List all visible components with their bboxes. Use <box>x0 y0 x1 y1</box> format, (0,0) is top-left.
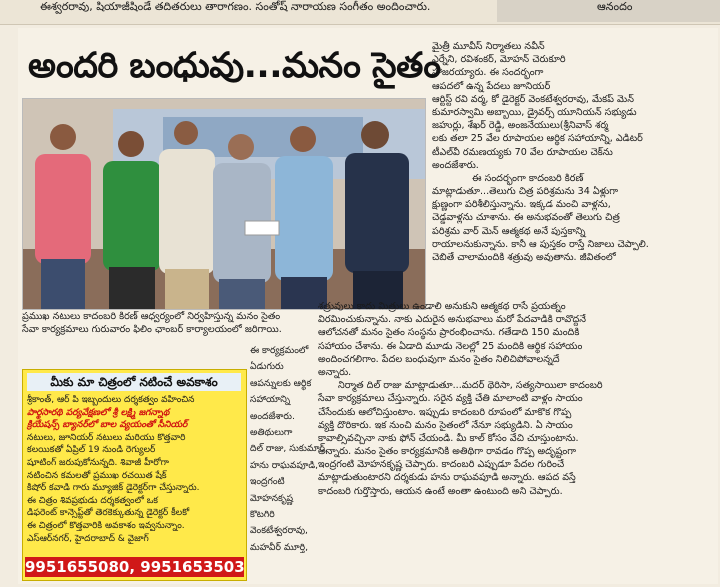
text-line: సహాయాన్ని <box>250 394 291 406</box>
text-line: విరమించుకున్నాను. నాకు ఎదురైన అనుభవాలు మరో పేదవాడికి రావొద్దనే <box>318 314 586 326</box>
ad-line: నటులు, జూనియర్ నటులు మరియు కొత్తవారి <box>27 432 186 443</box>
ad-line: కలయికతో ఏప్రిల్ 19 నుండి రెగ్యులర్ <box>27 445 156 456</box>
ad-line: డిఫరెంట్ కాన్సెప్ట్‌తో తెరకెక్కుతున్న డైరెక్టర్ కీలకో <box>27 508 190 519</box>
text-line: అన్నారు. <box>318 366 352 378</box>
text-line: ఇంద్రగంటి మోహనకృష్ణ చెప్పారు. కాదంబరి ఎప్పుడూ పేదల గురించే <box>318 459 565 471</box>
ad-phone-numbers: 9951655080, 9951653503 <box>25 558 245 576</box>
article-column-right <box>432 40 714 264</box>
article-headline: అందరి బంధువు...మనం సైతం <box>28 46 441 86</box>
text-line: మైత్రీ మూవీస్ నిర్మాతలు నవీన్ <box>432 41 545 52</box>
ad-line: ఈ చిత్రం శివప్రభుడు దర్శకత్వంలో ఒక <box>27 495 159 506</box>
text-line: చెడ్డవాళ్లను చూశాను. ఈ అనుభవంతో తెలుగు చిత్ర <box>432 212 620 224</box>
article-column-wide <box>318 300 714 498</box>
caption-line: ప్రముఖ నటులు కాదంబరి కిరణ్ ఆధ్వర్యంలో నిర్వహిస్తున్న మనం సైతం <box>22 311 281 322</box>
ad-line-highlight: పార్థసారథి పర్యవేక్షణలో శ్రీ లక్ష్మి జగన్నాథ <box>27 407 170 418</box>
text-line: అన్నారు. మనం సైతం కార్యక్రమానికి అతిథిగా రావడం గొప్ప అదృష్టంగా <box>318 446 577 458</box>
text-line: క్షుణ్ణంగా పరిశీలిస్తున్నాను. ఇక్కడ మంచి వాళ్లను, <box>432 199 611 211</box>
ad-line: షూటింగ్ జరుపుకోనున్నది. శివాజీ హీరోగా <box>27 457 169 468</box>
text-line: చేసేందుకు ఆలోచిస్తుంటాం. ఇప్పుడు కాదంబరి రూపంలో మాకొక గొప్ప <box>318 406 572 418</box>
event-photo <box>22 98 426 310</box>
text-line: హాజరయ్యారు. ఈ సందర్భంగా <box>432 67 544 79</box>
article-column-middle <box>250 343 328 556</box>
caption-line: సేవా కార్యక్రమాలు గురువారం ఫిలిం ఛాంబర్ కార్యాలయంలో జరిగాయి. <box>22 324 282 336</box>
text-line: చెబితే చాలామందికి శత్రువు అవుతాను. జీవితంలో <box>432 252 616 263</box>
text-line: ఎర్నేని, రవిశంకర్, మోహన్ చెరుకూరి <box>432 54 566 66</box>
text-line: మాట్లాడుతూ...తెలుగు చిత్ర పరిశ్రమను 34 ఏళ్లుగా <box>432 186 619 198</box>
press-photo-group-icon <box>23 99 425 309</box>
text-line: కావాల్సివచ్చినా నాకు ఫోన్ చేయండి. మీ కాల్ కోసం వేచి చూస్తుంటాను. <box>318 432 579 444</box>
text-line: పరిశ్రమ వార్ మెన్ ఆత్మకథ అనే పుస్తకాన్ని <box>432 225 586 237</box>
text-line: జహుర్లు, శేఖర్ రెడ్డి, అంజనేయులు(శ్రీనివాస్ శర్మ <box>432 120 609 132</box>
text-line: కొటగిరి <box>250 508 275 520</box>
text-line: కుమారస్వామి అబ్బాయి, డ్రైవర్స్ యూనియన్ సభ్యుడు <box>432 106 637 118</box>
text-line: నిర్మాత దిల్ రాజు మాట్లాడుతూ...మదర్ థెరిసా, సత్యసాయిలా కాదంబరి <box>338 380 603 392</box>
ad-line: శ్రీకాంత్, ఆర్ పి ఇబ్బందులు దర్శకత్వం వహించిన <box>27 395 195 405</box>
text-line: శత్రువులు కాదు మిత్రులు ఉండాలి అనుకుని ఆత్మకథ రాసే ప్రయత్నం <box>318 301 566 312</box>
text-line: ఈ కార్యక్రమంలో <box>250 345 309 356</box>
text-line: మహవీర్ మూర్తి, <box>250 541 309 553</box>
text-line: లకు తలా 25 వేల రూపాయల ఆర్థిక సహాయాన్ని, ఎడిటర్ <box>432 133 643 145</box>
previous-article-line: ఈశ్వరరావు, షియాజీషిండే తదితరులు తారాగణం. సంతోష్ నారాయణ సంగీతం అందించారు. <box>40 0 431 13</box>
casting-advertisement <box>22 369 247 581</box>
text-line: మోహనకృష్ణ <box>250 492 294 504</box>
ad-line: ఈ చిత్రంలో కొత్తవారికి అవకాశం ఇవ్వనున్నాం. <box>27 520 185 531</box>
text-line: సహాయం చేశాను. ఈ ఏడాది మూడు నెలల్లో 25 మందికి ఆర్థిక సహాయం <box>318 340 583 352</box>
text-line: దిల్ రాజు, సుకుమార్, <box>250 443 328 455</box>
text-line: అందజేశారు. <box>250 410 295 422</box>
adjacent-article-text: ఆనందం <box>597 0 633 13</box>
text-line: మాట్లాడుతుంటారని దర్శకుడు హను రాఘవపూడి అన్నారు. ఆపద వస్తే <box>318 472 576 484</box>
text-line: ఆర్టిస్ట్ రవి వర్మ, కో డైరెక్టర్ వెంకటేశ్వరరావు, మేకప్ మెన్ <box>432 93 634 105</box>
text-line: ఆపన్నులకు ఆర్థిక <box>250 377 312 389</box>
text-line: రాయాలనుకున్నాను. కానీ ఆ పుస్తకం రాస్తే నిజాలు చెప్పాలి. <box>432 238 649 250</box>
text-line: టీఎల్‌వీ రమణయ్యకు 70 వేల రూపాయల చెక్‌ను <box>432 146 613 158</box>
text-line: కాదంబరి గుర్తొస్తారు, ఆయన ఉంటే అంతా ఉంటుంది అని చెప్పారు. <box>318 485 563 497</box>
ad-line: ఎస్ఆర్‌నగర్, హైదరాబాద్ & వైజాగ్ <box>27 533 149 544</box>
text-line: అందించగలిగాం. పేదల బంధువుగా మనం సైతం నిలిచిపోవాలన్నదే <box>318 353 560 365</box>
text-line: హను రాఘవపూడి, <box>250 459 319 471</box>
text-line: అతిథులుగా <box>250 426 293 438</box>
text-line: ఇంద్రగంటి <box>250 476 285 488</box>
text-line: ఏడుగురు <box>250 361 284 373</box>
text-line: ఆలోచనతో మనం సైతం సంస్థను ప్రారంభించాను. గతేడాది 150 మందికి <box>318 327 580 339</box>
ad-title: మీకు మా చిత్రంలో నటించే అవకాశం <box>27 373 241 391</box>
text-line: వ్యక్తి దొరికారు. ఇక నుంచి మనం సైతంలో నేనూ సభ్యుడిని. ఏ సాయం <box>318 419 573 431</box>
text-line: ఆపదలో ఉన్న పేదలు జూనియర్ <box>432 80 551 92</box>
ad-line-highlight: క్రియేషన్స్ బ్యానర్‌లో బాల వ్యయంతో సీనియర్ <box>27 420 188 431</box>
adjacent-article-fragment <box>497 0 720 22</box>
ad-line: కిషోర్ కవాడి గారు మ్యూజిక్ డైరెక్టర్‌గా చేస్తున్నారు. <box>27 483 200 494</box>
ad-line: నటించిన కమలతో ప్రముఖ రచయిత షేక్ <box>27 470 167 481</box>
text-line: సేవా కార్యక్రమాలు చేస్తున్నారు. సరైన వ్యక్తి చేతి మాలాంటి వాళ్లం సాయం <box>318 393 583 405</box>
text-line: అందజేశారు. <box>432 159 479 171</box>
text-line: వెంకటేశ్వరరావు, <box>250 525 308 537</box>
ad-body <box>27 394 242 545</box>
text-line: ఈ సందర్భంగా కాదంబరి కిరణ్ <box>472 172 584 184</box>
